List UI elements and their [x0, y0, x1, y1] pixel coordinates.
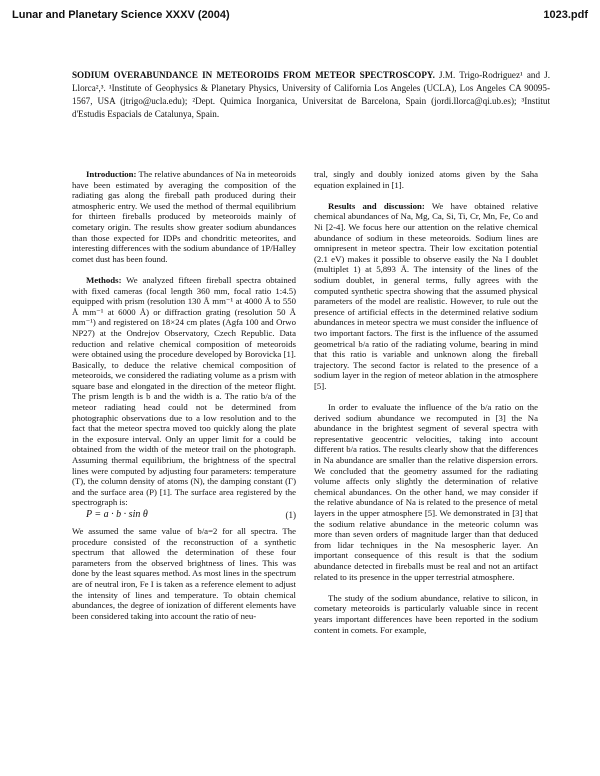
methods-heading: Methods: — [86, 274, 122, 285]
results-heading: Results and discussion: — [328, 200, 425, 211]
introduction-heading: Introduction: — [86, 169, 137, 179]
authors-affiliations: J.M. Trigo-Rodriguez¹ and J. Llorca²,³. ¹Institute of Geophysics & Planetary Physics, University of California Los Angeles (UCLA), Los Angeles CA 90095-1567, USA (jtrigo@ucla.edu); ²Dept. Quimica Inorganica, Universitat de Barcelona, Spain (jordi.llorca@qi.ub.es); ³Institut d'Estudis Espacials de Catalunya, Spain. — [72, 70, 550, 119]
equation-number: (1) — [285, 510, 296, 520]
results-text: We have obtained relative chemical abundances of Na, Mg, Ca, Si, Ti, Cr, Mn, Fe, Co and Ni [2-4]. We focus here our attention on the relative chemical abundance of sodium in these meteoroids. Sodium lines are omnipresent in meteor spectra. Their low excitation potential (2.1 eV) makes it possible to observe easily the Na I doublet (multiplet 1) at 5,893 Å. The intensity of the lines of the sodium doublet, in general terms, fully agrees with the computed synthetic spectra showing that the assumed physical parameters of the model are realistic. However, to rule out the presence of artificial effects in the determined relative sodium abundances in meteor spectra we must consider the influence of two important factors. The first is the influence of the assumed geometrical b/a ratio of the radiating volume, bearing in mind that this ratio is variable and unknown along the fireball trajectory. The second factor is related to the presence of a sodium layer in the region of meteor ablation in the atmosphere [5]. — [314, 200, 538, 391]
equation-expression: P = a · b · sin θ — [86, 509, 148, 520]
methods-paragraph — [72, 275, 296, 508]
methods-text: We analyzed fifteen fireball spectra obtained with fixed cameras (focal length 360 mm, focal ratio 1:4.5) equipped with prism (resolution 130 Å mm⁻¹ at 4000 Å to 550 Å mm⁻¹ at 6000 Å) or diffraction grating (resolution 50 Å mm⁻¹) and registered on 18×24 cm plates (Agfa 100 and Orwo NP27) at the Ondrejov Observatory, Czech Republic. Data reduction and relative chemical composition of meteoroids were obtained using the procedure developed by Borovicka [1]. Basically, to deduce the relative chemical composition of meteoroids, we considered the radiating volume as a prism with square base and elongated in the direction of the meteor flight. The prism length is b and the width is a. The ratio b/a of the meteor radiating head could not be determined from photographic observations due to a low resolution and to the fact that the meteor spectra moved too quickly along the plate in the exposure interval. Only an upper limit for a could be obtained from the width of the meteor trail on the photograph. Assuming thermal equilibrium, the brightness of the spectral lines were computed by adjusting four parameters: temperature (T), the column density of atoms (N), the damping constant (Γ) and the surface area (P) [1]. The surface area registered by the spectrograph is: — [72, 274, 296, 508]
results-paragraph — [314, 201, 538, 392]
introduction-paragraph — [72, 169, 296, 264]
continuation-paragraph: tral, singly and doubly ionized atoms given by the Saha equation explained in [1]. — [314, 169, 538, 190]
methods-continuation: We assumed the same value of b/a=2 for all spectra. The procedure consisted of the reconstruction of a synthetic spectrum that allowed the determination of these four parameters from the observed brightness of lines. This was done by the least squares method. As most lines in the spectrum are of neutral iron, Fe I is taken as a reference element to adjust the intensity of lines and temperature. To obtain chemical abundances, the degree of ionization of different elements have been considered taking into account the ratio of neu- — [72, 526, 296, 621]
left-column — [72, 169, 296, 632]
paper-title: SODIUM OVERABUNDANCE IN METEOROIDS FROM METEOR SPECTROSCOPY. — [72, 70, 435, 80]
title-block — [72, 69, 550, 121]
page-identifier: 1023.pdf — [543, 9, 588, 21]
right-column — [314, 169, 538, 646]
conference-name: Lunar and Planetary Science XXXV (2004) — [12, 9, 230, 21]
introduction-text: The relative abundances of Na in meteoroids have been estimated by averaging the composition of the radiating gas along the fireball path produced during their atmospheric entry. We used the method of thermal equilibrium for thirteen fireballs produced by meteoroids mainly of cometary origin. The results show greater sodium abundances than those expected for IDPs and chondritic meteorites, and interesting differences with the sodium abundance of 1P/Halley comet dust has been found. — [72, 169, 296, 264]
discussion-paragraph-3: The study of the sodium abundance, relative to silicon, in cometary meteoroids is particularly valuable since in recent years important differences have been reported in the sodium content in comets. For example, — [314, 592, 538, 635]
discussion-paragraph-2: In order to evaluate the influence of the b/a ratio on the derived sodium abundance we recomputed in [3] the Na abundance in the brightest segment of several spectra with representative geocentric velocities, taking into account different b/a ratios. The results clearly show that the differences in Na abundance are smaller than the relative dispersion errors. We concluded that the geometry assumed for the radiating volume affects only slightly the determination of relative chemical abundances. On the other hand, we may consider if the relative abundance of Na is related to the presence of metal layers in the upper atmosphere [5]. We demonstrated in [3] that the sodium relative abundance in the meteoric column was more than seven orders of magnitude larger than that deduced from lidar techniques in the Na mesospheric layer. An important consequence of this result is that the sodium abundance detected in fireballs must be real and not an artifact related to its presence in the upper terrestrial atmosphere. — [314, 402, 538, 582]
equation-1 — [72, 509, 296, 521]
